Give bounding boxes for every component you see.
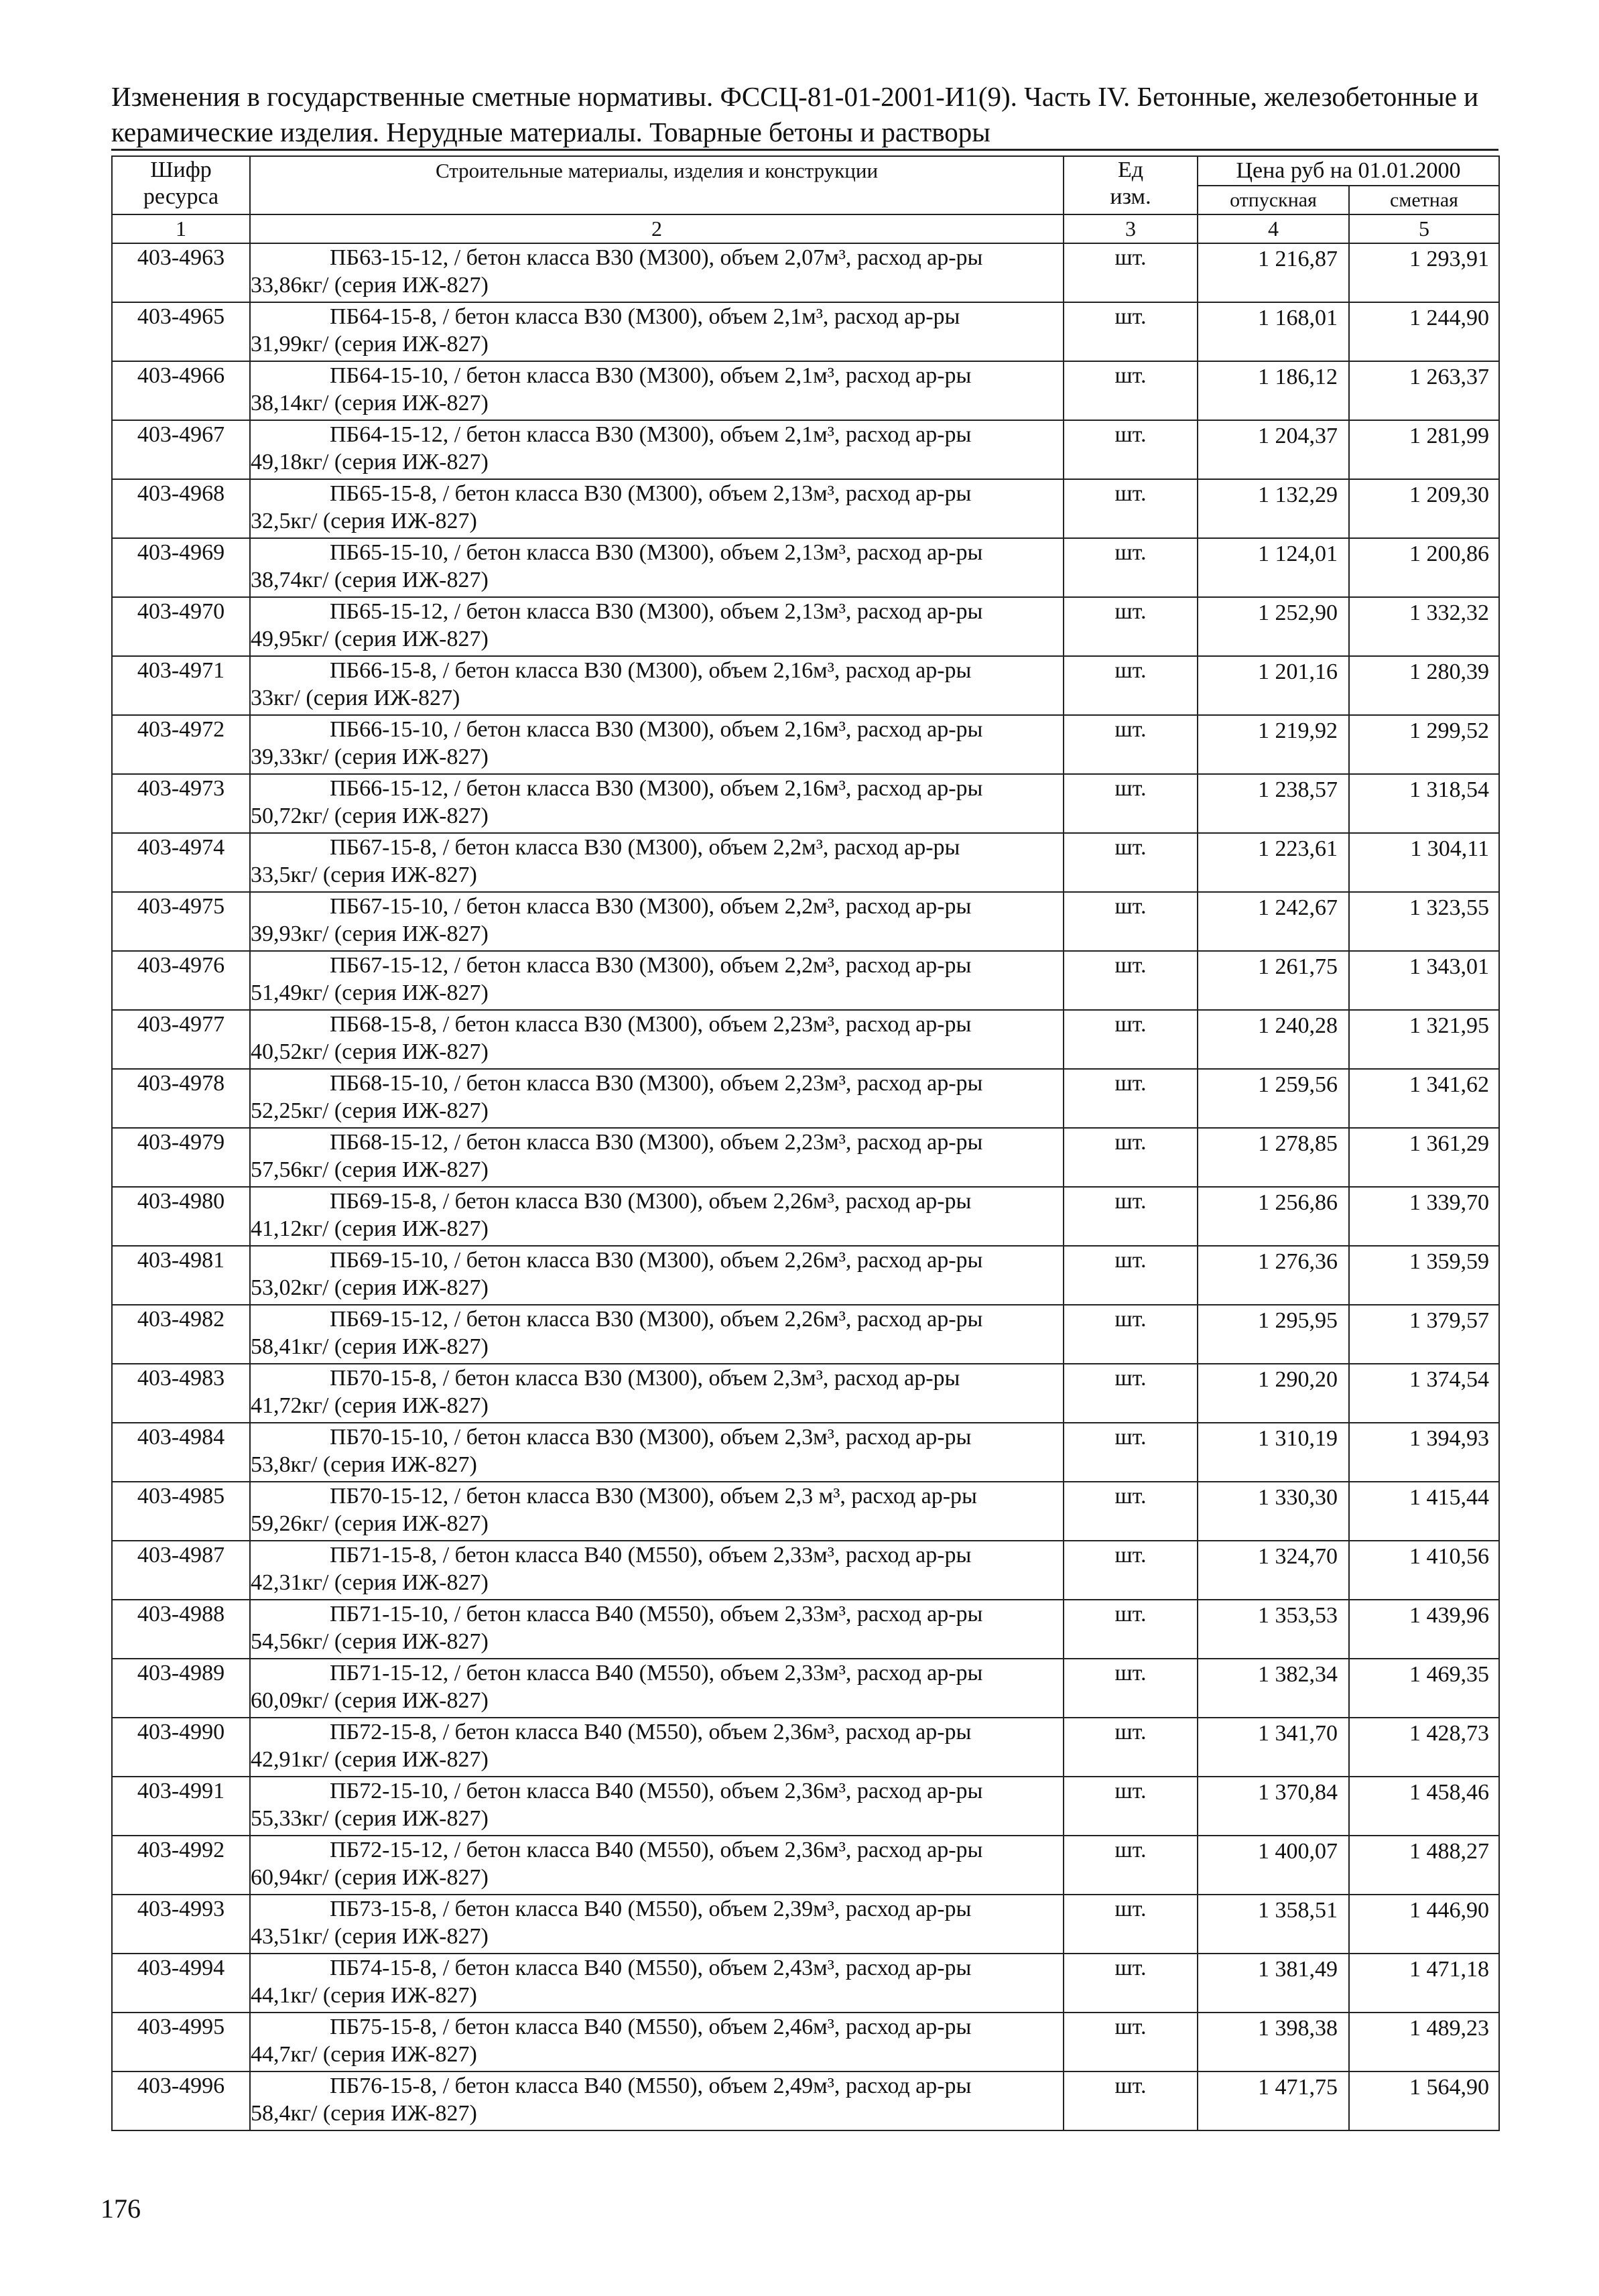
description-line-1: ПБ70-15-12, / бетон класса В30 (М300), объем 2,3 м³, расход ар-ры [330, 1484, 977, 1509]
release-price: 1 204,37 [1198, 420, 1349, 479]
estimate-price: 1 318,54 [1349, 774, 1499, 833]
resource-code: 403-4993 [112, 1895, 250, 1954]
unit: шт. [1064, 774, 1198, 833]
estimate-price: 1 415,44 [1349, 1482, 1499, 1541]
resource-code: 403-4969 [112, 538, 250, 597]
description-line-1: ПБ72-15-10, / бетон класса В40 (М550), объем 2,36м³, расход ар-ры [330, 1779, 983, 1803]
header-unit-line2: изм. [1110, 184, 1151, 209]
material-description [250, 1954, 1064, 2013]
material-description [250, 479, 1064, 538]
estimate-price: 1 323,55 [1349, 892, 1499, 951]
description-line-1: ПБ72-15-8, / бетон класса В40 (М550), объем 2,36м³, расход ар-ры [330, 1720, 972, 1744]
release-price: 1 353,53 [1198, 1600, 1349, 1659]
description-line-1: ПБ64-15-8, / бетон класса В30 (М300), объем 2,1м³, расход ар-ры [330, 304, 960, 329]
material-description [250, 302, 1064, 361]
material-description [250, 1128, 1064, 1187]
unit: шт. [1064, 951, 1198, 1010]
resource-code: 403-4988 [112, 1600, 250, 1659]
estimate-price: 1 209,30 [1349, 479, 1499, 538]
resource-code: 403-4991 [112, 1777, 250, 1836]
description-line-2: 38,74кг/ (серия ИЖ-827) [251, 568, 489, 592]
description-line-1: ПБ65-15-12, / бетон класса В30 (М300), объем 2,13м³, расход ар-ры [330, 599, 983, 624]
release-price: 1 168,01 [1198, 302, 1349, 361]
estimate-price: 1 339,70 [1349, 1187, 1499, 1246]
description-line-2: 42,91кг/ (серия ИЖ-827) [251, 1747, 489, 1772]
material-description [250, 420, 1064, 479]
resource-code: 403-4978 [112, 1069, 250, 1128]
document-header [111, 79, 1498, 150]
description-line-2: 33кг/ (серия ИЖ-827) [251, 686, 460, 710]
estimate-price: 1 332,32 [1349, 597, 1499, 656]
description-line-2: 54,56кг/ (серия ИЖ-827) [251, 1629, 489, 1654]
release-price: 1 259,56 [1198, 1069, 1349, 1128]
description-line-1: ПБ68-15-12, / бетон класса В30 (М300), объем 2,23м³, расход ар-ры [330, 1130, 983, 1155]
description-line-1: ПБ68-15-10, / бетон класса В30 (М300), объем 2,23м³, расход ар-ры [330, 1071, 983, 1096]
release-price: 1 252,90 [1198, 597, 1349, 656]
estimate-price: 1 359,59 [1349, 1246, 1499, 1305]
material-description [250, 656, 1064, 715]
table-row [112, 1423, 1499, 1482]
table-row [112, 1069, 1499, 1128]
table-body [112, 214, 1499, 2130]
resource-code: 403-4980 [112, 1187, 250, 1246]
material-description [250, 1895, 1064, 1954]
unit: шт. [1064, 1423, 1198, 1482]
resource-code: 403-4974 [112, 833, 250, 892]
column-number: 5 [1349, 214, 1499, 243]
resource-code: 403-4963 [112, 243, 250, 302]
resource-code: 403-4975 [112, 892, 250, 951]
resource-code: 403-4972 [112, 715, 250, 774]
release-price: 1 295,95 [1198, 1305, 1349, 1364]
release-price: 1 310,19 [1198, 1423, 1349, 1482]
material-description [250, 1482, 1064, 1541]
material-description [250, 1187, 1064, 1246]
unit: шт. [1064, 2013, 1198, 2071]
description-line-1: ПБ71-15-10, / бетон класса В40 (М550), объем 2,33м³, расход ар-ры [330, 1602, 983, 1627]
description-line-2: 60,94кг/ (серия ИЖ-827) [251, 1865, 489, 1890]
resource-code: 403-4971 [112, 656, 250, 715]
unit: шт. [1064, 715, 1198, 774]
description-line-1: ПБ75-15-8, / бетон класса В40 (М550), объем 2,46м³, расход ар-ры [330, 2015, 972, 2039]
release-price: 1 261,75 [1198, 951, 1349, 1010]
description-line-2: 38,14кг/ (серия ИЖ-827) [251, 391, 489, 416]
table-row [112, 1777, 1499, 1836]
estimate-price: 1 299,52 [1349, 715, 1499, 774]
unit: шт. [1064, 1954, 1198, 2013]
release-price: 1 238,57 [1198, 774, 1349, 833]
material-description [250, 1718, 1064, 1777]
description-line-2: 53,02кг/ (серия ИЖ-827) [251, 1275, 489, 1300]
estimate-price: 1 469,35 [1349, 1659, 1499, 1718]
unit: шт. [1064, 361, 1198, 420]
description-line-1: ПБ72-15-12, / бетон класса В40 (М550), объем 2,36м³, расход ар-ры [330, 1838, 983, 1862]
header-divider [111, 149, 1498, 151]
description-line-2: 42,31кг/ (серия ИЖ-827) [251, 1570, 489, 1595]
description-line-1: ПБ67-15-10, / бетон класса В30 (М300), объем 2,2м³, расход ар-ры [330, 894, 972, 919]
description-line-1: ПБ65-15-8, / бетон класса В30 (М300), объем 2,13м³, расход ар-ры [330, 481, 972, 506]
release-price: 1 219,92 [1198, 715, 1349, 774]
table-row [112, 892, 1499, 951]
unit: шт. [1064, 1128, 1198, 1187]
estimate-price: 1 439,96 [1349, 1600, 1499, 1659]
unit: шт. [1064, 1364, 1198, 1423]
description-line-1: ПБ73-15-8, / бетон класса В40 (М550), объем 2,39м³, расход ар-ры [330, 1897, 972, 1921]
estimate-price: 1 428,73 [1349, 1718, 1499, 1777]
description-line-2: 49,95кг/ (серия ИЖ-827) [251, 627, 489, 651]
material-description [250, 361, 1064, 420]
release-price: 1 216,87 [1198, 243, 1349, 302]
estimate-price: 1 564,90 [1349, 2071, 1499, 2130]
table-row [112, 1482, 1499, 1541]
estimate-price: 1 379,57 [1349, 1305, 1499, 1364]
table-row [112, 656, 1499, 715]
description-line-1: ПБ64-15-10, / бетон класса В30 (М300), объем 2,1м³, расход ар-ры [330, 363, 972, 388]
table-row [112, 2071, 1499, 2130]
material-description [250, 833, 1064, 892]
table-row [112, 1541, 1499, 1600]
description-line-1: ПБ70-15-8, / бетон класса В30 (М300), объем 2,3м³, расход ар-ры [330, 1366, 960, 1391]
estimate-price: 1 446,90 [1349, 1895, 1499, 1954]
table-row [112, 538, 1499, 597]
estimate-price: 1 489,23 [1349, 2013, 1499, 2071]
material-description [250, 1659, 1064, 1718]
release-price: 1 382,34 [1198, 1659, 1349, 1718]
resource-code: 403-4965 [112, 302, 250, 361]
resource-code: 403-4973 [112, 774, 250, 833]
resource-code: 403-4966 [112, 361, 250, 420]
release-price: 1 341,70 [1198, 1718, 1349, 1777]
material-description [250, 1423, 1064, 1482]
unit: шт. [1064, 1010, 1198, 1069]
table-row [112, 1246, 1499, 1305]
table-row [112, 361, 1499, 420]
description-line-2: 44,7кг/ (серия ИЖ-827) [251, 2042, 477, 2067]
release-price: 1 381,49 [1198, 1954, 1349, 2013]
release-price: 1 124,01 [1198, 538, 1349, 597]
material-description [250, 1600, 1064, 1659]
price-table [111, 155, 1500, 2131]
unit: шт. [1064, 2071, 1198, 2130]
table-row [112, 951, 1499, 1010]
description-line-2: 58,41кг/ (серия ИЖ-827) [251, 1334, 489, 1359]
column-number: 1 [112, 214, 250, 243]
description-line-1: ПБ67-15-8, / бетон класса В30 (М300), объем 2,2м³, расход ар-ры [330, 835, 960, 860]
description-line-1: ПБ67-15-12, / бетон класса В30 (М300), объем 2,2м³, расход ар-ры [330, 953, 972, 978]
description-line-2: 55,33кг/ (серия ИЖ-827) [251, 1806, 489, 1831]
header-price: Цена руб на 01.01.2000 [1198, 156, 1499, 186]
table-row [112, 774, 1499, 833]
description-line-1: ПБ66-15-10, / бетон класса В30 (М300), объем 2,16м³, расход ар-ры [330, 717, 983, 742]
resource-code: 403-4977 [112, 1010, 250, 1069]
unit: шт. [1064, 1718, 1198, 1777]
release-price: 1 276,36 [1198, 1246, 1349, 1305]
header-line-1: Изменения в государственные сметные нормативы. ФССЦ-81-01-2001-И1(9). Часть IV. Бетонные, железобетонные и [111, 81, 1479, 112]
release-price: 1 278,85 [1198, 1128, 1349, 1187]
estimate-price: 1 280,39 [1349, 656, 1499, 715]
table-row [112, 1305, 1499, 1364]
table-row [112, 1010, 1499, 1069]
unit: шт. [1064, 420, 1198, 479]
release-price: 1 186,12 [1198, 361, 1349, 420]
description-line-1: ПБ68-15-8, / бетон класса В30 (М300), объем 2,23м³, расход ар-ры [330, 1012, 972, 1037]
header-code [112, 156, 250, 214]
table-row [112, 243, 1499, 302]
resource-code: 403-4984 [112, 1423, 250, 1482]
material-description [250, 243, 1064, 302]
description-line-2: 43,51кг/ (серия ИЖ-827) [251, 1924, 489, 1949]
estimate-price: 1 410,56 [1349, 1541, 1499, 1600]
description-line-2: 41,72кг/ (серия ИЖ-827) [251, 1393, 489, 1418]
material-description [250, 774, 1064, 833]
material-description [250, 1246, 1064, 1305]
resource-code: 403-4987 [112, 1541, 250, 1600]
resource-code: 403-4989 [112, 1659, 250, 1718]
estimate-price: 1 341,62 [1349, 1069, 1499, 1128]
description-line-1: ПБ69-15-12, / бетон класса В30 (М300), объем 2,26м³, расход ар-ры [330, 1307, 983, 1332]
description-line-2: 51,49кг/ (серия ИЖ-827) [251, 980, 489, 1005]
table-row [112, 1718, 1499, 1777]
description-line-1: ПБ66-15-12, / бетон класса В30 (М300), объем 2,16м³, расход ар-ры [330, 776, 983, 801]
resource-code: 403-4968 [112, 479, 250, 538]
material-description [250, 1777, 1064, 1836]
unit: шт. [1064, 1895, 1198, 1954]
material-description [250, 538, 1064, 597]
material-description [250, 715, 1064, 774]
resource-code: 403-4976 [112, 951, 250, 1010]
table-header-row [112, 156, 1499, 186]
unit: шт. [1064, 479, 1198, 538]
table-row [112, 1187, 1499, 1246]
table-row [112, 1954, 1499, 2013]
estimate-price: 1 458,46 [1349, 1777, 1499, 1836]
column-number: 4 [1198, 214, 1349, 243]
estimate-price: 1 321,95 [1349, 1010, 1499, 1069]
description-line-2: 58,4кг/ (серия ИЖ-827) [251, 2101, 477, 2126]
header-price-estimate: сметная [1349, 186, 1499, 214]
resource-code: 403-4967 [112, 420, 250, 479]
material-description [250, 1836, 1064, 1895]
description-line-2: 50,72кг/ (серия ИЖ-827) [251, 804, 489, 828]
resource-code: 403-4995 [112, 2013, 250, 2071]
unit: шт. [1064, 892, 1198, 951]
description-line-1: ПБ69-15-8, / бетон класса В30 (М300), объем 2,26м³, расход ар-ры [330, 1189, 972, 1214]
table-row [112, 479, 1499, 538]
page-number: 176 [101, 2193, 141, 2224]
column-number: 2 [250, 214, 1064, 243]
description-line-1: ПБ64-15-12, / бетон класса В30 (М300), объем 2,1м³, расход ар-ры [330, 422, 972, 447]
description-line-2: 52,25кг/ (серия ИЖ-827) [251, 1098, 489, 1123]
table-row [112, 1128, 1499, 1187]
estimate-price: 1 374,54 [1349, 1364, 1499, 1423]
resource-code: 403-4990 [112, 1718, 250, 1777]
resource-code: 403-4992 [112, 1836, 250, 1895]
description-line-1: ПБ63-15-12, / бетон класса В30 (М300), объем 2,07м³, расход ар-ры [330, 245, 983, 270]
description-line-2: 32,5кг/ (серия ИЖ-827) [251, 509, 477, 533]
release-price: 1 223,61 [1198, 833, 1349, 892]
material-description [250, 951, 1064, 1010]
table-row [112, 2013, 1499, 2071]
unit: шт. [1064, 1600, 1198, 1659]
table-row [112, 1659, 1499, 1718]
unit: шт. [1064, 1069, 1198, 1128]
unit: шт. [1064, 833, 1198, 892]
material-description [250, 1305, 1064, 1364]
release-price: 1 330,30 [1198, 1482, 1349, 1541]
description-line-1: ПБ70-15-10, / бетон класса В30 (М300), объем 2,3м³, расход ар-ры [330, 1425, 972, 1450]
description-line-1: ПБ66-15-8, / бетон класса В30 (М300), объем 2,16м³, расход ар-ры [330, 658, 972, 683]
estimate-price: 1 244,90 [1349, 302, 1499, 361]
estimate-price: 1 471,18 [1349, 1954, 1499, 2013]
unit: шт. [1064, 538, 1198, 597]
header-price-release: отпускная [1198, 186, 1349, 214]
resource-code: 403-4996 [112, 2071, 250, 2130]
estimate-price: 1 200,86 [1349, 538, 1499, 597]
release-price: 1 398,38 [1198, 2013, 1349, 2071]
description-line-2: 59,26кг/ (серия ИЖ-827) [251, 1511, 489, 1536]
description-line-2: 31,99кг/ (серия ИЖ-827) [251, 332, 489, 357]
description-line-2: 44,1кг/ (серия ИЖ-827) [251, 1983, 477, 2008]
material-description [250, 892, 1064, 951]
resource-code: 403-4983 [112, 1364, 250, 1423]
description-line-1: ПБ65-15-10, / бетон класса В30 (М300), объем 2,13м³, расход ар-ры [330, 540, 983, 565]
material-description [250, 1541, 1064, 1600]
unit: шт. [1064, 1836, 1198, 1895]
estimate-price: 1 293,91 [1349, 243, 1499, 302]
resource-code: 403-4970 [112, 597, 250, 656]
description-line-2: 41,12кг/ (серия ИЖ-827) [251, 1216, 489, 1241]
estimate-price: 1 304,11 [1349, 833, 1499, 892]
release-price: 1 240,28 [1198, 1010, 1349, 1069]
release-price: 1 471,75 [1198, 2071, 1349, 2130]
header-line-2: керамические изделия. Нерудные материалы. Товарные бетоны и растворы [111, 117, 990, 147]
unit: шт. [1064, 1659, 1198, 1718]
material-description [250, 1364, 1064, 1423]
header-code-line1: Шифр [150, 157, 212, 182]
description-line-2: 33,5кг/ (серия ИЖ-827) [251, 863, 477, 887]
unit: шт. [1064, 1482, 1198, 1541]
release-price: 1 358,51 [1198, 1895, 1349, 1954]
table-row [112, 833, 1499, 892]
estimate-price: 1 263,37 [1349, 361, 1499, 420]
description-line-2: 57,56кг/ (серия ИЖ-827) [251, 1157, 489, 1182]
material-description [250, 2013, 1064, 2071]
unit: шт. [1064, 302, 1198, 361]
column-number: 3 [1064, 214, 1198, 243]
material-description [250, 1069, 1064, 1128]
description-line-1: ПБ76-15-8, / бетон класса В40 (М550), объем 2,49м³, расход ар-ры [330, 2074, 972, 2098]
table-row [112, 1836, 1499, 1895]
unit: шт. [1064, 1305, 1198, 1364]
release-price: 1 324,70 [1198, 1541, 1349, 1600]
description-line-2: 40,52кг/ (серия ИЖ-827) [251, 1039, 489, 1064]
release-price: 1 242,67 [1198, 892, 1349, 951]
unit: шт. [1064, 1246, 1198, 1305]
unit: шт. [1064, 1777, 1198, 1836]
release-price: 1 400,07 [1198, 1836, 1349, 1895]
table-row [112, 715, 1499, 774]
header-code-line2: ресурса [143, 184, 219, 209]
description-line-2: 33,86кг/ (серия ИЖ-827) [251, 273, 489, 298]
table-row [112, 420, 1499, 479]
table-row [112, 597, 1499, 656]
material-description [250, 2071, 1064, 2130]
unit: шт. [1064, 1187, 1198, 1246]
release-price: 1 370,84 [1198, 1777, 1349, 1836]
table-row [112, 1364, 1499, 1423]
description-line-2: 53,8кг/ (серия ИЖ-827) [251, 1452, 477, 1477]
release-price: 1 201,16 [1198, 656, 1349, 715]
material-description [250, 597, 1064, 656]
unit: шт. [1064, 656, 1198, 715]
release-price: 1 132,29 [1198, 479, 1349, 538]
resource-code: 403-4981 [112, 1246, 250, 1305]
description-line-1: ПБ71-15-8, / бетон класса В40 (М550), объем 2,33м³, расход ар-ры [330, 1543, 972, 1568]
estimate-price: 1 488,27 [1349, 1836, 1499, 1895]
column-number-row [112, 214, 1499, 243]
unit: шт. [1064, 243, 1198, 302]
resource-code: 403-4982 [112, 1305, 250, 1364]
release-price: 1 290,20 [1198, 1364, 1349, 1423]
release-price: 1 256,86 [1198, 1187, 1349, 1246]
header-description: Строительные материалы, изделия и конструкции [250, 156, 1064, 214]
unit: шт. [1064, 597, 1198, 656]
table-row [112, 302, 1499, 361]
estimate-price: 1 343,01 [1349, 951, 1499, 1010]
resource-code: 403-4985 [112, 1482, 250, 1541]
estimate-price: 1 281,99 [1349, 420, 1499, 479]
description-line-2: 60,09кг/ (серия ИЖ-827) [251, 1688, 489, 1713]
description-line-1: ПБ74-15-8, / бетон класса В40 (М550), объем 2,43м³, расход ар-ры [330, 1956, 972, 1980]
resource-code: 403-4979 [112, 1128, 250, 1187]
table-row [112, 1895, 1499, 1954]
description-line-1: ПБ71-15-12, / бетон класса В40 (М550), объем 2,33м³, расход ар-ры [330, 1661, 983, 1685]
description-line-2: 39,33кг/ (серия ИЖ-827) [251, 745, 489, 769]
estimate-price: 1 361,29 [1349, 1128, 1499, 1187]
header-unit-line1: Ед [1117, 157, 1144, 182]
unit: шт. [1064, 1541, 1198, 1600]
description-line-2: 39,93кг/ (серия ИЖ-827) [251, 921, 489, 946]
resource-code: 403-4994 [112, 1954, 250, 2013]
header-unit [1064, 156, 1198, 214]
description-line-1: ПБ69-15-10, / бетон класса В30 (М300), объем 2,26м³, расход ар-ры [330, 1248, 983, 1273]
description-line-2: 49,18кг/ (серия ИЖ-827) [251, 450, 489, 474]
table-row [112, 1600, 1499, 1659]
estimate-price: 1 394,93 [1349, 1423, 1499, 1482]
material-description [250, 1010, 1064, 1069]
